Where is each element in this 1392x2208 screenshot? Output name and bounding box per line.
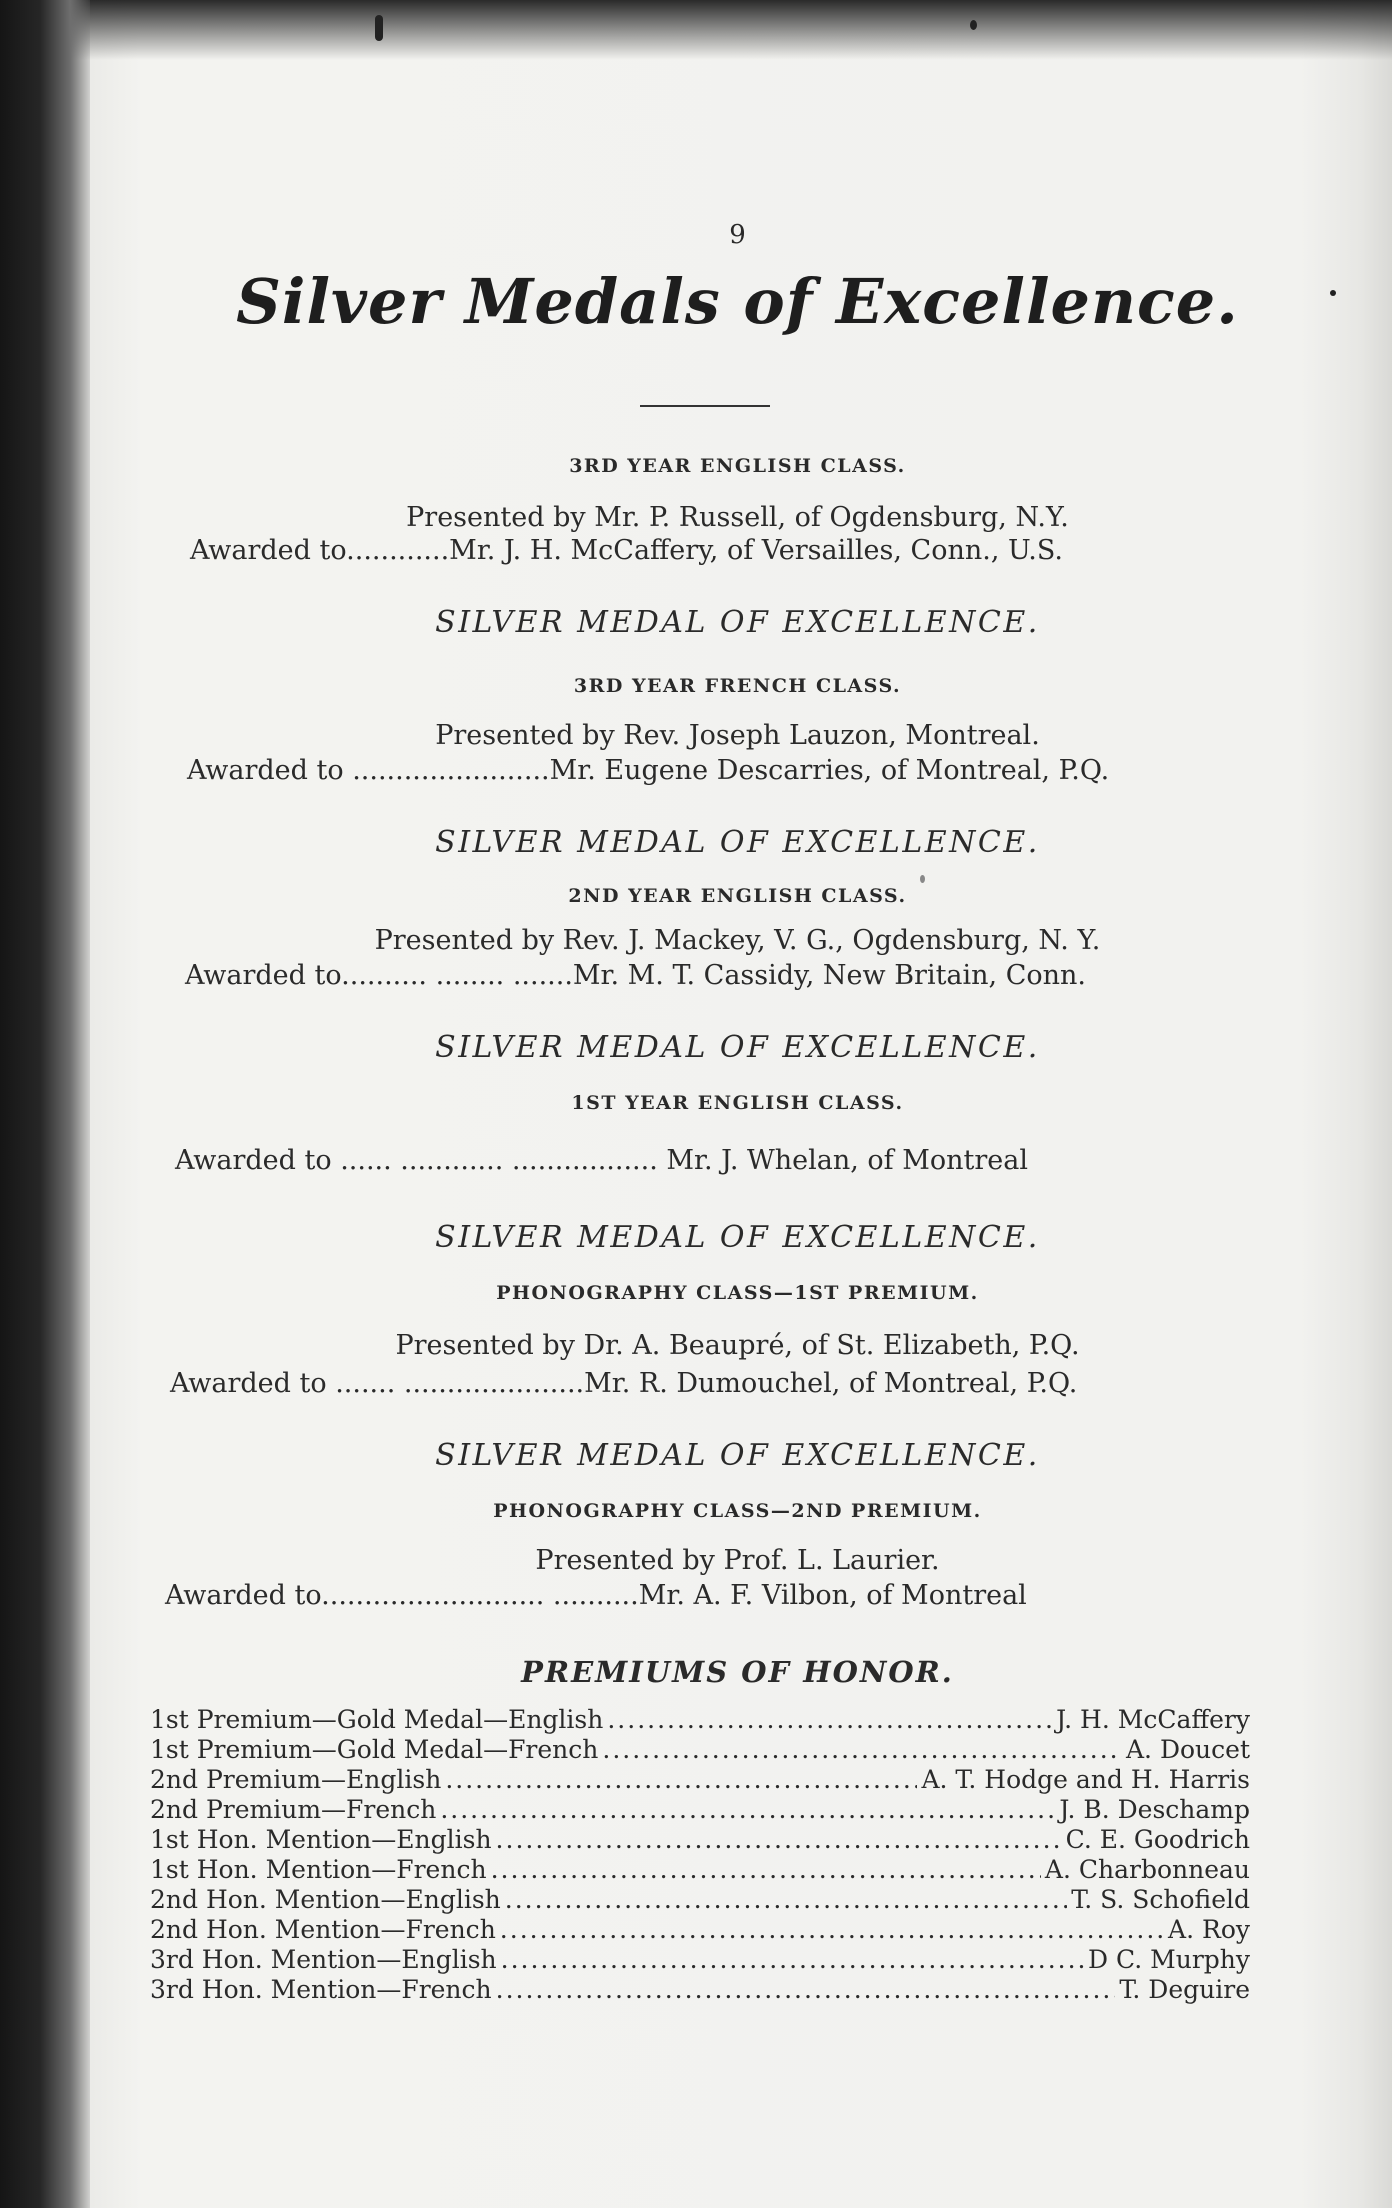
awardee: Mr. Eugene Descarries, of Montreal, P.Q. xyxy=(549,755,1110,786)
medal-heading: SILVER MEDAL OF EXCELLENCE. xyxy=(435,1438,1040,1473)
leader-dots: ............ xyxy=(346,535,450,566)
awarded-label: Awarded to xyxy=(187,755,344,786)
class-heading: 3RD YEAR FRENCH CLASS. xyxy=(573,675,902,697)
premium-row xyxy=(150,1705,1250,1734)
awarded-line xyxy=(190,535,1063,566)
awardee: Mr. A. F. Vilbon, of Montreal xyxy=(638,1580,1027,1611)
premium-winner: J. B. Deschamp xyxy=(1059,1795,1250,1824)
premium-winner: C. E. Goodrich xyxy=(1065,1825,1250,1854)
title-divider xyxy=(640,405,770,407)
premium-winner: T. S. Schofield xyxy=(1071,1885,1250,1914)
premium-row xyxy=(150,1885,1250,1914)
premium-row xyxy=(150,1945,1250,1974)
presented-by: Presented by Dr. A. Beaupré, of St. Elizabeth, P.Q. xyxy=(395,1330,1080,1361)
leader-dots xyxy=(496,1975,1116,2004)
presented-by: Presented by Prof. L. Laurier. xyxy=(535,1545,940,1576)
top-scan-shadow xyxy=(0,0,1392,60)
page-number: 9 xyxy=(729,220,746,250)
premium-category: 2nd Premium—English xyxy=(150,1765,442,1794)
medal-heading: SILVER MEDAL OF EXCELLENCE. xyxy=(435,1220,1040,1255)
awarded-line xyxy=(187,755,1109,786)
premium-row xyxy=(150,1825,1250,1854)
premium-row xyxy=(150,1855,1250,1884)
awarded-label: Awarded to xyxy=(170,1368,327,1399)
class-heading: PHONOGRAPHY CLASS—1ST PREMIUM. xyxy=(496,1282,979,1304)
leader-dots: .......................... .......... xyxy=(321,1580,639,1611)
leader-dots: ....... ..................... xyxy=(326,1368,585,1399)
leader-dots xyxy=(501,1945,1084,1974)
premium-winner: T. Deguire xyxy=(1119,1975,1250,2004)
page-content xyxy=(95,70,1380,2208)
awarded-label: Awarded to xyxy=(165,1580,322,1611)
awarded-line xyxy=(175,1145,1028,1176)
premium-row xyxy=(150,1975,1250,2004)
premium-row xyxy=(150,1795,1250,1824)
leader-dots: ....................... xyxy=(343,755,550,786)
premium-category: 3rd Hon. Mention—English xyxy=(150,1945,497,1974)
leader-dots xyxy=(440,1795,1055,1824)
leader-dots xyxy=(496,1825,1062,1854)
class-heading: PHONOGRAPHY CLASS—2ND PREMIUM. xyxy=(493,1500,982,1522)
class-heading: 1ST YEAR ENGLISH CLASS. xyxy=(571,1092,904,1114)
leader-dots xyxy=(602,1735,1122,1764)
premium-winner: D C. Murphy xyxy=(1088,1945,1250,1974)
medal-heading: SILVER MEDAL OF EXCELLENCE. xyxy=(435,605,1040,640)
awarded-line xyxy=(165,1580,1027,1611)
leader-dots: ...... ............ ................. xyxy=(331,1145,667,1176)
awardee: Mr. R. Dumouchel, of Montreal, P.Q. xyxy=(584,1368,1078,1399)
premium-category: 2nd Hon. Mention—English xyxy=(150,1885,501,1914)
premium-category: 2nd Hon. Mention—French xyxy=(150,1915,496,1944)
premium-row xyxy=(150,1765,1250,1794)
awarded-label: Awarded to xyxy=(175,1145,332,1176)
book-spine-shadow xyxy=(0,0,90,2208)
page-title: Silver Medals of Excellence. xyxy=(236,265,1239,338)
premium-winner: J. H. McCaffery xyxy=(1056,1705,1250,1734)
premium-category: 3rd Hon. Mention—French xyxy=(150,1975,492,2004)
class-heading: 3RD YEAR ENGLISH CLASS. xyxy=(569,455,906,477)
premiums-title: PREMIUMS OF HONOR. xyxy=(521,1655,954,1689)
awarded-label: Awarded to xyxy=(185,960,342,991)
awardee: Mr. M. T. Cassidy, New Britain, Conn. xyxy=(572,960,1086,991)
presented-by: Presented by Mr. P. Russell, of Ogdensburg, N.Y. xyxy=(406,502,1069,533)
leader-dots: .......... ........ ....... xyxy=(341,960,573,991)
premium-category: 1st Premium—Gold Medal—French xyxy=(150,1735,599,1764)
premium-row xyxy=(150,1915,1250,1944)
awardee: Mr. J. Whelan, of Montreal xyxy=(666,1145,1028,1176)
premium-category: 1st Premium—Gold Medal—English xyxy=(150,1705,604,1734)
presented-by: Presented by Rev. Joseph Lauzon, Montreal. xyxy=(435,720,1040,751)
awarded-line xyxy=(170,1368,1077,1399)
premium-category: 1st Hon. Mention—French xyxy=(150,1855,487,1884)
premium-winner: A. Roy xyxy=(1168,1915,1250,1944)
premium-winner: A. Doucet xyxy=(1126,1735,1250,1764)
leader-dots xyxy=(445,1765,917,1794)
class-heading: 2ND YEAR ENGLISH CLASS. xyxy=(568,885,907,907)
leader-dots xyxy=(500,1915,1164,1944)
premium-winner: A. T. Hodge and H. Harris xyxy=(921,1765,1250,1794)
premium-category: 1st Hon. Mention—English xyxy=(150,1825,492,1854)
leader-dots xyxy=(505,1885,1067,1914)
medal-heading: SILVER MEDAL OF EXCELLENCE. xyxy=(435,825,1040,860)
awardee: Mr. J. H. McCaffery, of Versailles, Conn., U.S. xyxy=(449,535,1063,566)
medal-heading: SILVER MEDAL OF EXCELLENCE. xyxy=(435,1030,1040,1065)
leader-dots xyxy=(491,1855,1041,1884)
leader-dots xyxy=(607,1705,1052,1734)
ink-speck xyxy=(970,20,977,30)
awarded-label: Awarded to xyxy=(190,535,347,566)
premium-category: 2nd Premium—French xyxy=(150,1795,437,1824)
ink-speck xyxy=(375,15,383,41)
premium-winner: A. Charbonneau xyxy=(1044,1855,1250,1884)
awarded-line xyxy=(185,960,1086,991)
premium-row xyxy=(150,1735,1250,1764)
presented-by: Presented by Rev. J. Mackey, V. G., Ogdensburg, N. Y. xyxy=(374,925,1101,956)
